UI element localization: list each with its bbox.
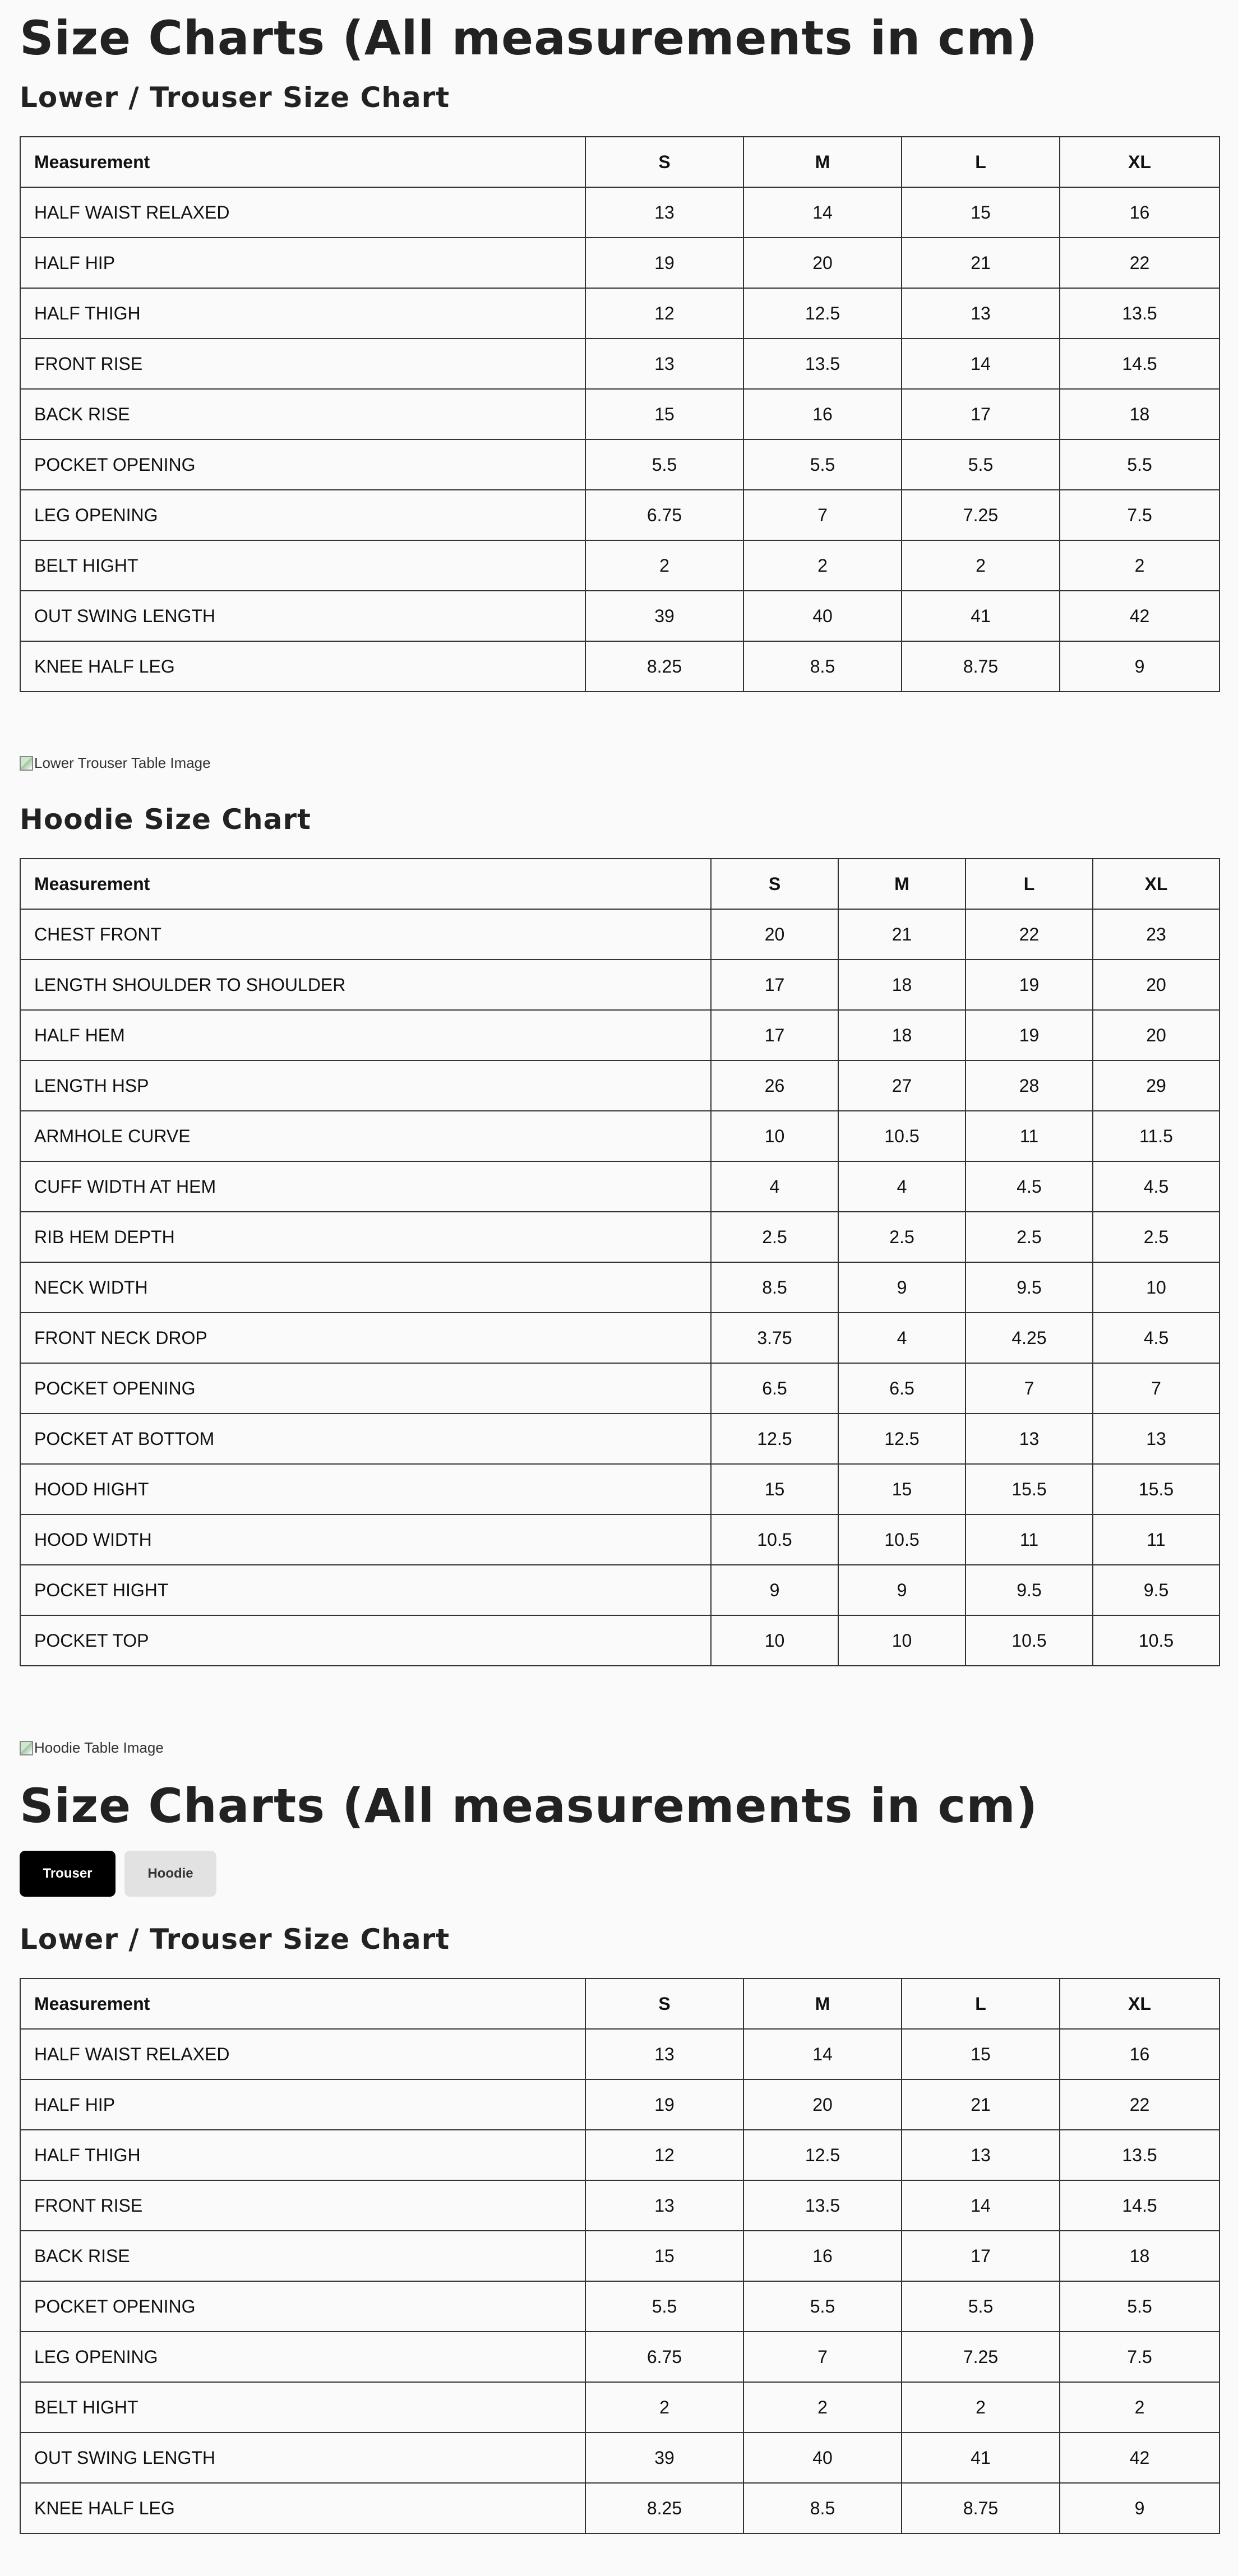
size-value-cell: 13 — [1093, 1414, 1219, 1464]
table-row — [20, 909, 1219, 960]
table-row — [20, 1363, 1219, 1414]
size-value-cell: 12.5 — [743, 288, 902, 339]
size-value-cell: 14.5 — [1060, 2180, 1219, 2231]
broken-image-icon — [20, 1741, 33, 1755]
size-value-cell: 9 — [838, 1565, 966, 1615]
measurement-name-cell: HALF HIP — [20, 238, 585, 288]
size-value-cell: 10 — [838, 1615, 966, 1666]
size-value-cell: 2.5 — [1093, 1212, 1219, 1262]
table-row — [20, 1514, 1219, 1565]
size-value-cell: 17 — [902, 2231, 1060, 2281]
size-value-cell: 5.5 — [743, 439, 902, 490]
size-value-cell: 20 — [1093, 960, 1219, 1010]
size-value-cell: 6.75 — [585, 2332, 743, 2382]
size-value-cell: 20 — [711, 909, 838, 960]
measurement-name-cell: KNEE HALF LEG — [20, 641, 585, 692]
size-value-cell: 15 — [585, 2231, 743, 2281]
column-header-measurement: Measurement — [20, 1979, 585, 2029]
size-value-cell: 9 — [1060, 2483, 1219, 2533]
size-value-cell: 19 — [966, 1010, 1093, 1060]
size-value-cell: 42 — [1060, 2433, 1219, 2483]
size-value-cell: 2 — [585, 2382, 743, 2433]
measurement-name-cell: LENGTH HSP — [20, 1060, 711, 1111]
hoodie-chart-title: Hoodie Size Chart — [20, 803, 311, 836]
size-value-cell: 40 — [743, 591, 902, 641]
size-value-cell: 11 — [966, 1111, 1093, 1161]
size-value-cell: 39 — [585, 591, 743, 641]
size-value-cell: 13 — [902, 288, 1060, 339]
measurement-name-cell: POCKET OPENING — [20, 1363, 711, 1414]
table-row — [20, 439, 1219, 490]
column-header-size: XL — [1060, 137, 1219, 187]
trouser-size-table-tabbed — [20, 1978, 1220, 2534]
measurement-name-cell: HALF THIGH — [20, 288, 585, 339]
measurement-name-cell: FRONT NECK DROP — [20, 1313, 711, 1363]
size-value-cell: 11.5 — [1093, 1111, 1219, 1161]
table-row — [20, 339, 1219, 389]
size-value-cell: 7 — [743, 490, 902, 540]
size-value-cell: 12.5 — [743, 2130, 902, 2180]
size-value-cell: 9.5 — [966, 1565, 1093, 1615]
size-value-cell: 7 — [966, 1363, 1093, 1414]
size-value-cell: 11 — [1093, 1514, 1219, 1565]
size-value-cell: 10.5 — [1093, 1615, 1219, 1666]
tab-hoodie[interactable]: Hoodie — [124, 1851, 216, 1897]
measurement-name-cell: RIB HEM DEPTH — [20, 1212, 711, 1262]
table-row — [20, 1565, 1219, 1615]
size-value-cell: 7.25 — [902, 2332, 1060, 2382]
measurement-name-cell: BACK RISE — [20, 389, 585, 439]
trouser-chart-title-tabbed: Lower / Trouser Size Chart — [20, 1923, 450, 1956]
table-row — [20, 641, 1219, 692]
table-row — [20, 2281, 1219, 2332]
size-value-cell: 5.5 — [743, 2281, 902, 2332]
size-value-cell: 2 — [1060, 2382, 1219, 2433]
column-header-size: S — [711, 859, 838, 909]
measurement-name-cell: HALF HIP — [20, 2079, 585, 2130]
size-value-cell: 19 — [585, 2079, 743, 2130]
size-value-cell: 18 — [838, 960, 966, 1010]
size-value-cell: 22 — [1060, 2079, 1219, 2130]
size-value-cell: 7.25 — [902, 490, 1060, 540]
size-value-cell: 41 — [902, 2433, 1060, 2483]
measurement-name-cell: BELT HIGHT — [20, 2382, 585, 2433]
measurement-name-cell: OUT SWING LENGTH — [20, 2433, 585, 2483]
table-row — [20, 2433, 1219, 2483]
size-value-cell: 14 — [743, 187, 902, 238]
size-value-cell: 13 — [585, 339, 743, 389]
size-value-cell: 13.5 — [1060, 2130, 1219, 2180]
column-header-measurement: Measurement — [20, 137, 585, 187]
size-value-cell: 2 — [902, 540, 1060, 591]
size-value-cell: 11 — [966, 1514, 1093, 1565]
size-value-cell: 5.5 — [1060, 2281, 1219, 2332]
column-header-size: M — [838, 859, 966, 909]
page-title: Size Charts (All measurements in cm) — [20, 11, 1038, 66]
size-value-cell: 14.5 — [1060, 339, 1219, 389]
broken-image-icon — [20, 756, 33, 771]
size-value-cell: 15.5 — [1093, 1464, 1219, 1514]
measurement-name-cell: NECK WIDTH — [20, 1262, 711, 1313]
table-row — [20, 238, 1219, 288]
size-value-cell: 14 — [902, 2180, 1060, 2231]
size-value-cell: 7.5 — [1060, 490, 1219, 540]
table-row — [20, 2180, 1219, 2231]
size-value-cell: 8.75 — [902, 2483, 1060, 2533]
size-value-cell: 6.5 — [838, 1363, 966, 1414]
trouser-size-table — [20, 136, 1220, 692]
size-value-cell: 13.5 — [743, 2180, 902, 2231]
size-value-cell: 8.25 — [585, 641, 743, 692]
size-value-cell: 10.5 — [838, 1111, 966, 1161]
hoodie-table-image — [20, 1739, 164, 1757]
size-value-cell: 21 — [838, 909, 966, 960]
size-value-cell: 15 — [711, 1464, 838, 1514]
size-value-cell: 14 — [743, 2029, 902, 2079]
size-value-cell: 7 — [1093, 1363, 1219, 1414]
size-value-cell: 7 — [743, 2332, 902, 2382]
column-header-size: L — [902, 1979, 1060, 2029]
measurement-name-cell: ARMHOLE CURVE — [20, 1111, 711, 1161]
measurement-name-cell: FRONT RISE — [20, 339, 585, 389]
table-row — [20, 288, 1219, 339]
table-row — [20, 2231, 1219, 2281]
table-row — [20, 1010, 1219, 1060]
table-row — [20, 490, 1219, 540]
size-value-cell: 16 — [743, 2231, 902, 2281]
size-value-cell: 14 — [902, 339, 1060, 389]
size-value-cell: 18 — [838, 1010, 966, 1060]
size-value-cell: 10 — [711, 1111, 838, 1161]
size-value-cell: 20 — [743, 2079, 902, 2130]
column-header-size: S — [585, 137, 743, 187]
size-value-cell: 41 — [902, 591, 1060, 641]
table-header-row — [20, 859, 1219, 909]
size-value-cell: 2 — [1060, 540, 1219, 591]
size-value-cell: 2 — [902, 2382, 1060, 2433]
column-header-size: L — [966, 859, 1093, 909]
size-value-cell: 12 — [585, 2130, 743, 2180]
size-value-cell: 15 — [902, 2029, 1060, 2079]
size-value-cell: 5.5 — [902, 2281, 1060, 2332]
table-row — [20, 1414, 1219, 1464]
size-value-cell: 29 — [1093, 1060, 1219, 1111]
table-row — [20, 2029, 1219, 2079]
table-row — [20, 1161, 1219, 1212]
measurement-name-cell: BACK RISE — [20, 2231, 585, 2281]
size-value-cell: 4.5 — [1093, 1161, 1219, 1212]
size-value-cell: 20 — [1093, 1010, 1219, 1060]
measurement-name-cell: HALF WAIST RELAXED — [20, 2029, 585, 2079]
size-value-cell: 17 — [902, 389, 1060, 439]
size-value-cell: 8.5 — [743, 2483, 902, 2533]
size-value-cell: 8.5 — [743, 641, 902, 692]
size-value-cell: 10 — [1093, 1262, 1219, 1313]
size-value-cell: 17 — [711, 960, 838, 1010]
table-row — [20, 1615, 1219, 1666]
size-value-cell: 5.5 — [585, 2281, 743, 2332]
size-value-cell: 15 — [585, 389, 743, 439]
size-value-cell: 22 — [1060, 238, 1219, 288]
size-value-cell: 9 — [838, 1262, 966, 1313]
column-header-size: XL — [1093, 859, 1219, 909]
size-value-cell: 2 — [743, 540, 902, 591]
trouser-table-image-alt: Lower Trouser Table Image — [34, 754, 211, 771]
measurement-name-cell: POCKET OPENING — [20, 2281, 585, 2332]
measurement-name-cell: OUT SWING LENGTH — [20, 591, 585, 641]
size-value-cell: 39 — [585, 2433, 743, 2483]
size-value-cell: 2 — [743, 2382, 902, 2433]
size-value-cell: 28 — [966, 1060, 1093, 1111]
size-value-cell: 21 — [902, 238, 1060, 288]
size-value-cell: 8.5 — [711, 1262, 838, 1313]
measurement-name-cell: POCKET AT BOTTOM — [20, 1414, 711, 1464]
table-row — [20, 1060, 1219, 1111]
column-header-size: M — [743, 1979, 902, 2029]
size-value-cell: 12.5 — [838, 1414, 966, 1464]
size-value-cell: 13.5 — [1060, 288, 1219, 339]
measurement-name-cell: KNEE HALF LEG — [20, 2483, 585, 2533]
size-value-cell: 9.5 — [966, 1262, 1093, 1313]
column-header-size: S — [585, 1979, 743, 2029]
table-row — [20, 2079, 1219, 2130]
size-value-cell: 9 — [1060, 641, 1219, 692]
table-row — [20, 591, 1219, 641]
size-value-cell: 15 — [902, 187, 1060, 238]
chart-tabs — [20, 1851, 216, 1897]
size-value-cell: 42 — [1060, 591, 1219, 641]
measurement-name-cell: POCKET HIGHT — [20, 1565, 711, 1615]
table-row — [20, 1212, 1219, 1262]
table-row — [20, 187, 1219, 238]
table-row — [20, 2130, 1219, 2180]
size-value-cell: 2.5 — [711, 1212, 838, 1262]
size-value-cell: 2 — [585, 540, 743, 591]
trouser-table-image — [20, 754, 211, 772]
size-value-cell: 10 — [711, 1615, 838, 1666]
size-value-cell: 13 — [902, 2130, 1060, 2180]
size-value-cell: 22 — [966, 909, 1093, 960]
measurement-name-cell: HALF THIGH — [20, 2130, 585, 2180]
size-value-cell: 13 — [585, 187, 743, 238]
table-row — [20, 2332, 1219, 2382]
size-value-cell: 2.5 — [838, 1212, 966, 1262]
tab-trouser[interactable]: Trouser — [20, 1851, 116, 1897]
size-value-cell: 6.5 — [711, 1363, 838, 1414]
size-value-cell: 5.5 — [585, 439, 743, 490]
size-value-cell: 12 — [585, 288, 743, 339]
size-value-cell: 2.5 — [966, 1212, 1093, 1262]
size-value-cell: 5.5 — [902, 439, 1060, 490]
size-value-cell: 3.75 — [711, 1313, 838, 1363]
size-value-cell: 17 — [711, 1010, 838, 1060]
table-row — [20, 389, 1219, 439]
size-value-cell: 18 — [1060, 389, 1219, 439]
measurement-name-cell: HOOD HIGHT — [20, 1464, 711, 1514]
measurement-name-cell: POCKET OPENING — [20, 439, 585, 490]
size-value-cell: 7.5 — [1060, 2332, 1219, 2382]
page-title-tabbed: Size Charts (All measurements in cm) — [20, 1778, 1038, 1833]
column-header-size: XL — [1060, 1979, 1219, 2029]
measurement-name-cell: CHEST FRONT — [20, 909, 711, 960]
size-value-cell: 13 — [585, 2180, 743, 2231]
measurement-name-cell: FRONT RISE — [20, 2180, 585, 2231]
size-value-cell: 15 — [838, 1464, 966, 1514]
column-header-size: M — [743, 137, 902, 187]
hoodie-table-image-alt: Hoodie Table Image — [34, 1739, 164, 1756]
table-row — [20, 1464, 1219, 1514]
size-value-cell: 4.25 — [966, 1313, 1093, 1363]
measurement-name-cell: LEG OPENING — [20, 490, 585, 540]
size-value-cell: 13 — [585, 2029, 743, 2079]
size-value-cell: 19 — [585, 238, 743, 288]
measurement-name-cell: CUFF WIDTH AT HEM — [20, 1161, 711, 1212]
size-value-cell: 15.5 — [966, 1464, 1093, 1514]
size-value-cell: 13.5 — [743, 339, 902, 389]
measurement-name-cell: HOOD WIDTH — [20, 1514, 711, 1565]
size-value-cell: 20 — [743, 238, 902, 288]
column-header-size: L — [902, 137, 1060, 187]
size-value-cell: 27 — [838, 1060, 966, 1111]
table-header-row — [20, 137, 1219, 187]
table-row — [20, 1313, 1219, 1363]
table-row — [20, 960, 1219, 1010]
size-value-cell: 4 — [711, 1161, 838, 1212]
trouser-chart-title: Lower / Trouser Size Chart — [20, 81, 450, 114]
table-row — [20, 540, 1219, 591]
measurement-name-cell: HALF WAIST RELAXED — [20, 187, 585, 238]
size-value-cell: 18 — [1060, 2231, 1219, 2281]
size-value-cell: 8.25 — [585, 2483, 743, 2533]
table-row — [20, 2483, 1219, 2533]
table-row — [20, 2382, 1219, 2433]
measurement-name-cell: LENGTH SHOULDER TO SHOULDER — [20, 960, 711, 1010]
size-value-cell: 10.5 — [838, 1514, 966, 1565]
size-value-cell: 9 — [711, 1565, 838, 1615]
size-value-cell: 4.5 — [1093, 1313, 1219, 1363]
column-header-measurement: Measurement — [20, 859, 711, 909]
size-value-cell: 5.5 — [1060, 439, 1219, 490]
size-value-cell: 4 — [838, 1313, 966, 1363]
size-value-cell: 4.5 — [966, 1161, 1093, 1212]
size-value-cell: 16 — [1060, 2029, 1219, 2079]
size-value-cell: 19 — [966, 960, 1093, 1010]
measurement-name-cell: POCKET TOP — [20, 1615, 711, 1666]
size-value-cell: 6.75 — [585, 490, 743, 540]
table-header-row — [20, 1979, 1219, 2029]
hoodie-size-table — [20, 858, 1220, 1666]
size-value-cell: 4 — [838, 1161, 966, 1212]
size-value-cell: 26 — [711, 1060, 838, 1111]
size-value-cell: 40 — [743, 2433, 902, 2483]
measurement-name-cell: HALF HEM — [20, 1010, 711, 1060]
size-value-cell: 21 — [902, 2079, 1060, 2130]
size-value-cell: 16 — [1060, 187, 1219, 238]
size-value-cell: 8.75 — [902, 641, 1060, 692]
size-value-cell: 16 — [743, 389, 902, 439]
size-value-cell: 10.5 — [711, 1514, 838, 1565]
measurement-name-cell: LEG OPENING — [20, 2332, 585, 2382]
size-value-cell: 23 — [1093, 909, 1219, 960]
size-value-cell: 9.5 — [1093, 1565, 1219, 1615]
size-value-cell: 13 — [966, 1414, 1093, 1464]
measurement-name-cell: BELT HIGHT — [20, 540, 585, 591]
table-row — [20, 1111, 1219, 1161]
size-value-cell: 10.5 — [966, 1615, 1093, 1666]
table-row — [20, 1262, 1219, 1313]
size-value-cell: 12.5 — [711, 1414, 838, 1464]
